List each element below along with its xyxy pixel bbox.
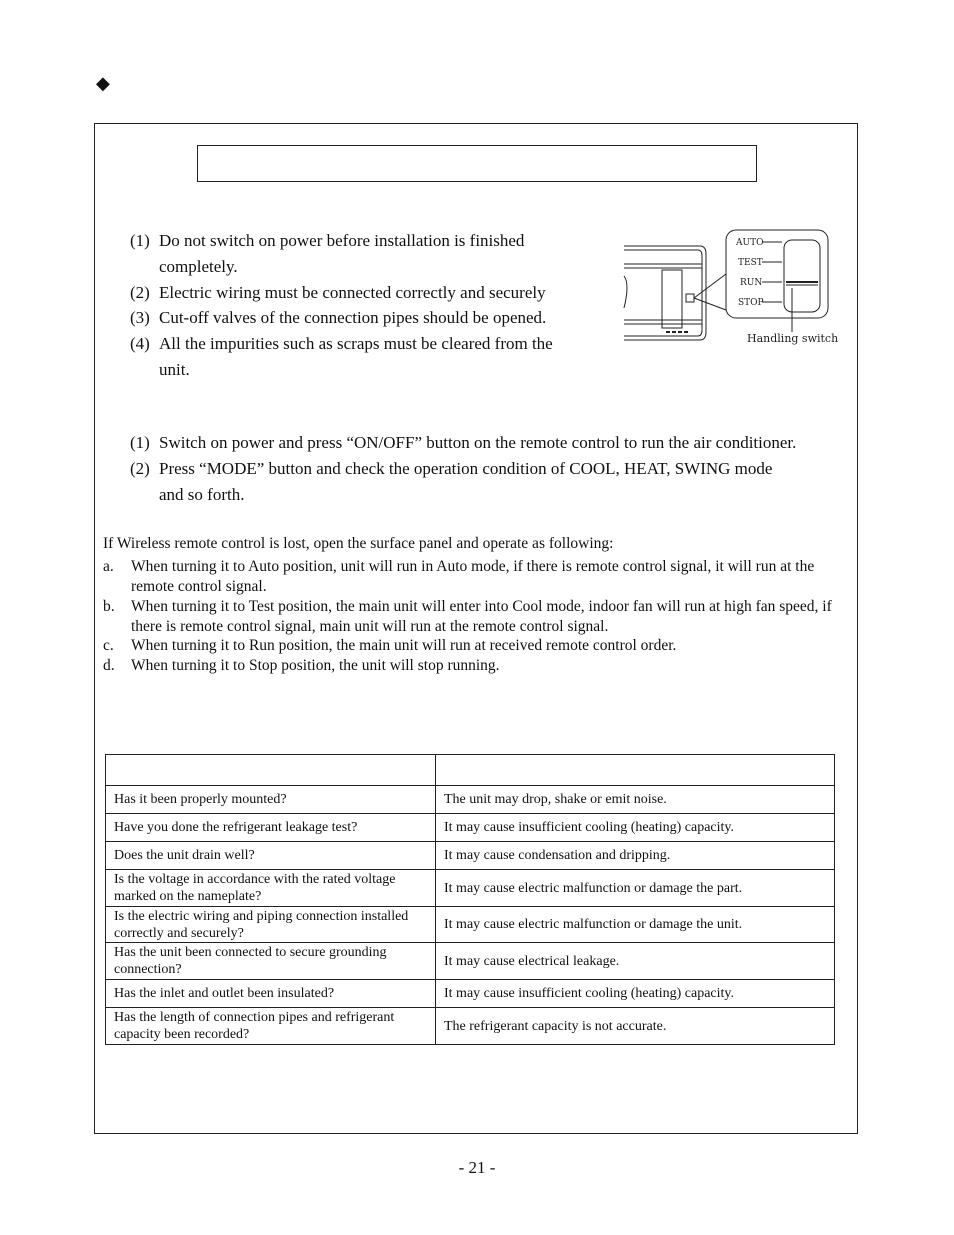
table-cell-item: Has it been properly mounted? [106, 786, 436, 814]
table-cell-item: Has the inlet and outlet been insulated? [106, 980, 436, 1008]
table-cell-item: Has the length of connection pipes and refrigerant capacity been recorded? [106, 1008, 436, 1045]
table-cell-result: It may cause electrical leakage. [436, 943, 835, 980]
table-cell-item: Is the electric wiring and piping connection installed correctly and securely? [106, 907, 436, 943]
table-row [106, 870, 835, 907]
table-cell-result: It may cause condensation and dripping. [436, 842, 835, 870]
switch-label-run: RUN [740, 278, 763, 288]
diamond-icon: ◆ [96, 73, 110, 93]
table-header-cell [106, 755, 436, 786]
table-cell-item: Has the unit been connected to secure grounding connection? [106, 943, 436, 980]
remote-lost-intro: If Wireless remote control is lost, open the surface panel and operate as following: [103, 535, 614, 552]
table-row [106, 1008, 835, 1045]
table-row [106, 980, 835, 1008]
table-cell-item: Have you done the refrigerant leakage test? [106, 814, 436, 842]
table-row [106, 842, 835, 870]
table-cell-item: Is the voltage in accordance with the rated voltage marked on the nameplate? [106, 870, 436, 907]
check-table [105, 754, 835, 1045]
switch-label-stop: STOP [738, 298, 764, 308]
table-cell-result: The refrigerant capacity is not accurate. [436, 1008, 835, 1045]
table-row [106, 943, 835, 980]
table-cell-result: The unit may drop, shake or emit noise. [436, 786, 835, 814]
diagram-caption: Handling switch [747, 332, 838, 345]
switch-label-test: TEST [738, 258, 763, 268]
switch-label-auto: AUTO [736, 238, 764, 248]
table-row [106, 907, 835, 943]
table-cell-result: It may cause electric malfunction or damage the part. [436, 870, 835, 907]
title-box [197, 145, 757, 182]
table-row [106, 786, 835, 814]
table-cell-result: It may cause insufficient cooling (heating) capacity. [436, 980, 835, 1008]
table-header-cell [436, 755, 835, 786]
table-cell-result: It may cause electric malfunction or damage the unit. [436, 907, 835, 943]
table-header-row [106, 755, 835, 786]
table-row [106, 814, 835, 842]
table-cell-item: Does the unit drain well? [106, 842, 436, 870]
page-number: - 21 - [458, 1158, 496, 1177]
handling-switch-diagram [622, 228, 838, 350]
table-cell-result: It may cause insufficient cooling (heating) capacity. [436, 814, 835, 842]
